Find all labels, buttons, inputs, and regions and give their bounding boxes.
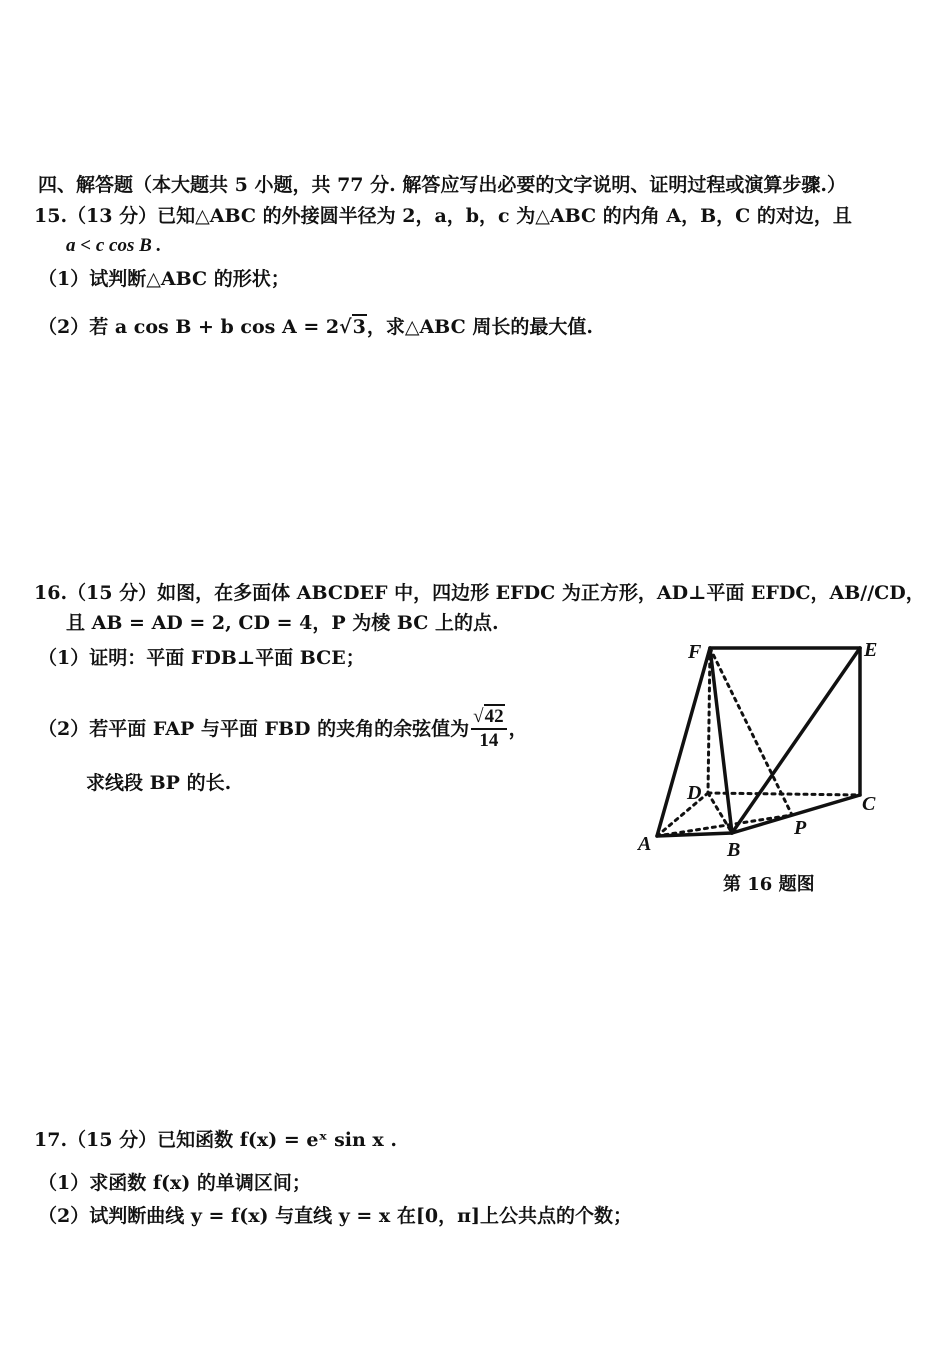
vertex-label-b: B [727,839,741,861]
q16-part2-line2: 求线段 BP 的长. [86,772,232,794]
q15-intro: 15.（13 分）已知△ABC 的外接圆半径为 2，a，b，c 为△ABC 的内角 A，B，C 的对边，且 [34,205,852,227]
hidden-edge-fd [708,648,710,793]
q15-part1: （1）试判断△ABC 的形状； [38,268,290,290]
vertex-label-f: F [688,641,702,663]
q16-part1: （1）证明：平面 FDB⊥平面 BCE； [38,647,365,669]
vertex-label-e: E [864,639,878,661]
fraction-denominator: 14 [479,730,499,751]
vertex-label-p: P [794,817,807,839]
vertex-label-a: A [638,833,652,855]
q17-part2: （2）试判断曲线 y = f(x) 与直线 y = x 在[0，π]上公共点的个数； [38,1205,632,1227]
q16-line2: 且 AB = AD = 2, CD = 4，P 为棱 BC 上的点. [66,612,499,634]
q15-part2-prefix: （2）若 a cos B + b cos A = 2 [38,316,340,338]
q16-part2-suffix: ， [508,718,528,740]
q15-condition: a < c cos B . [66,235,162,256]
sqrt-sign: √ [339,316,352,338]
section-header: 四、解答题（本大题共 5 小题，共 77 分. 解答应写出必要的文字说明、证明过程或演算步骤.） [38,174,846,196]
edge-fb [710,648,732,833]
edge-fa [657,648,710,836]
q17-part1: （1）求函数 f(x) 的单调区间； [38,1172,311,1194]
q15-part2-suffix: ，求△ABC 周长的最大值. [366,316,593,338]
hidden-edge-dc [708,793,860,795]
q16-intro: 16.（15 分）如图，在多面体 ABCDEF 中，四边形 EFDC 为正方形，AD⊥平面 EFDC，AB//CD， [34,582,925,604]
q17-intro: 17.（15 分）已知函数 f(x) = eˣ sin x . [34,1129,397,1151]
q15-radicand: 3 [352,316,366,338]
edge-eb [732,648,860,833]
hidden-edge-fp [710,648,792,815]
figure-caption: 第 16 题图 [723,874,815,895]
vertex-label-c: C [862,793,876,815]
q16-part2-prefix: （2）若平面 FAP 与平面 FBD 的夹角的余弦值为 [38,718,470,740]
vertex-label-d: D [687,782,702,804]
sqrt-sign: √ [473,706,484,727]
fraction-numerator: 42 [484,706,504,727]
